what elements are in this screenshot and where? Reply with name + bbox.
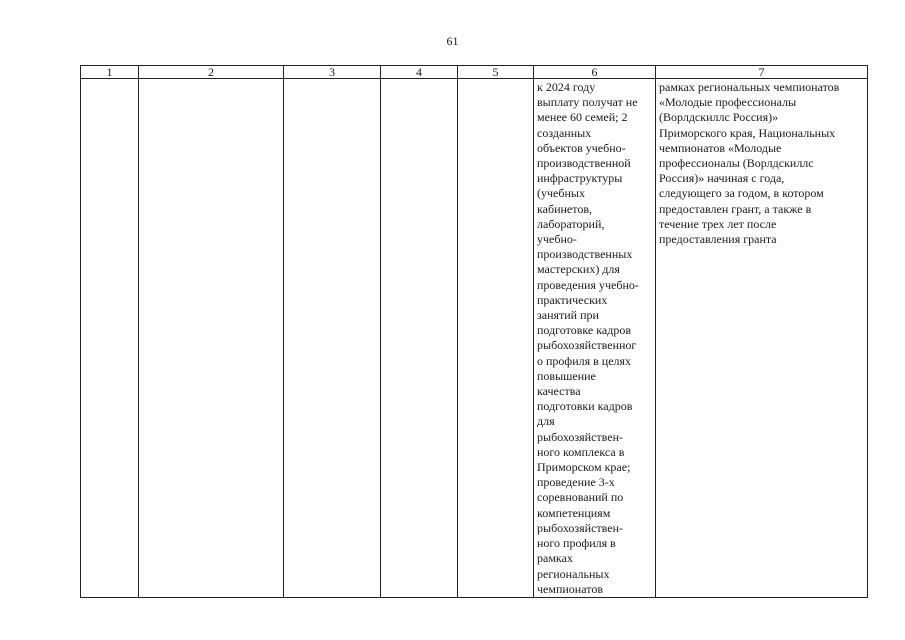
table-cell-col4 [381,79,458,598]
column-header-4: 4 [381,66,458,79]
column-header-2: 2 [139,66,284,79]
cell-text-col3 [284,79,380,80]
table-cell-col7 [656,79,868,598]
cell-text-col1 [81,79,138,80]
column-header-1: 1 [81,66,139,79]
column-header-6: 6 [534,66,656,79]
column-header-7: 7 [656,66,868,79]
cell-text-col7: рамках региональных чемпионатов «Молодые профессионалы (Ворлдскиллс Россия)» Приморского края, Национальных чемпионатов «Молодые профессионалы (Ворлдскиллс Россия)» начиная с года, следующего за годом, в котором предоставлен грант, а также в течение трех лет после предоставления гранта [659,80,840,247]
document-table [80,65,868,598]
table-row [81,79,868,598]
page-number: 61 [446,34,459,48]
cell-text-col6: к 2024 году выплату получат не менее 60 семей; 2 созданных объектов учебно- производственной инфраструктуры (учебных кабинетов, лабораторий, учебно- производственных мастерских) для проведения учебно- практических занятий при подготовке кадров рыбохозяйственног о профиля в целях повышение качества подготовки кадров для рыбохозяйствен- ного комплекса в Приморском крае; проведение 3-х соревнований по компетенциям рыбохозяйствен- ного профиля в рамках региональных чемпионатов [537,80,639,596]
column-header-3: 3 [284,66,381,79]
table-cell-col6 [534,79,656,598]
table-header-row [81,66,868,79]
table-cell-col3 [284,79,381,598]
table-cell-col1 [81,79,139,598]
cell-text-col2 [139,79,283,80]
table-cell-col5 [458,79,534,598]
column-header-5: 5 [458,66,534,79]
table-cell-col2 [139,79,284,598]
cell-text-col4 [381,79,457,80]
cell-text-col5 [458,79,533,80]
